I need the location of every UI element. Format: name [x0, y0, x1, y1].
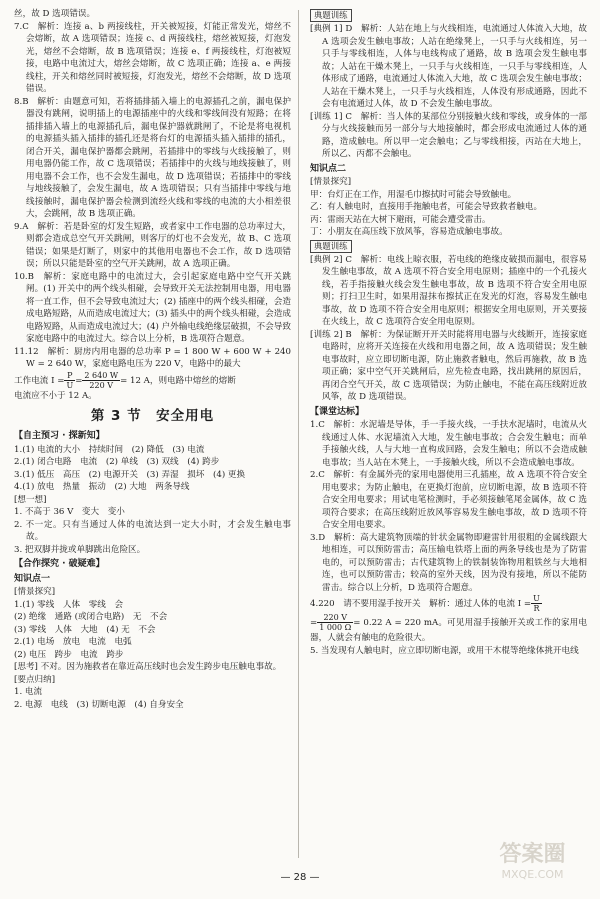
text-line: 乙：有人触电时，直接用手拖触电者，可能会导致救者触电。 — [310, 202, 543, 212]
fraction-denominator: 1 000 Ω — [319, 623, 352, 632]
answer-item: [典例 1] D 解析：人站在地上与火线相连，电流通过人体流入大地，故 A 选项会发生触电事故；人站在绝缘凳上，一只手与火线相连，另一只手与零线相连，人体与电线构成了通路，故 B 选项会发生触电事故；人站在干燥木凳上，一只手与火线相连，一只手与零线相连，人体形成了通路，电流通过人体流入大地，故 C 选项会发生触电事故；人站在干燥木凳上，一只手与火线相连，人体没有形成通路，因此不会有电流通过人体，故 D 不会发生触电事故。 — [310, 24, 587, 109]
text-line: 1.(1) 零线 人体 零线 会 — [14, 599, 124, 610]
text-line: 2.(1) 电场 放电 电流 电弧 — [14, 637, 132, 647]
fraction — [317, 613, 353, 632]
section-heading: 【合作探究 · 破疑难】 — [14, 559, 105, 569]
answer-item: [训练 1] C 解析：当人体的某部位分别接触火线和零线，或身体的一部分与火线接触而另一部分与大地接触时，都会形成电流通过人体的通路，造成触电。所以甲一定会触电；乙与零线相接，丙站在大地上，所以乙、丙都不会触电。 — [310, 111, 587, 159]
answer-item: 3.D 解析：高大建筑物顶端的针状金属物即避雷针用很粗的金属线跟大地相连，可以预防雷击；高压输电铁塔上面的两条导线也是为了防雷电的，可以预防雷击；古代建筑物上的铁制装饰物用粗铁丝与大地相连，也可以预防雷击；较高的室外天线，因为没有接地，所以不能防雷击。综合以上分析，D 选项符合题意。 — [310, 532, 587, 593]
formula-line — [310, 613, 587, 645]
answer-item: [思考] 不对。因为施救者在靠近高压线时也会发生跨步电压触电事故。 — [14, 662, 282, 672]
text-line: 电流应不小于 12 A。 — [14, 390, 97, 401]
text-line: 3. 把双脚并拢或单脚跳出危险区。 — [14, 544, 146, 555]
answer-item: 9.A 解析：若是卧室的灯发生短路，或者家中工作电器的总功率过大，则都会造成总空气开关跳闸，则客厅的灯也不会发光，故 B、C 选项错误；如果是灯断了，则家中的其他用电器也不会工作，故 D 选项错误；所以只能是卧室的空气开关跳闸，故 A 选项正确。 — [14, 221, 291, 269]
page-number-value: 28 — [293, 872, 307, 883]
formula-text: = 0.22 A = 220 mA。可见用湿手接触开关或工作的家用电器，人就会有触电的危险很大。 — [310, 618, 587, 643]
answer-item: 2.C 解析：有金属外壳的家用电器使用三孔插座，故 A 选项不符合安全用电要求；为防止触电，在更换灯泡前，应切断电源，故 B 选项不符合安全用电要求；用试电笔检测时，手必须接触笔尾金属体，故 C 选项符合要求；在高压线附近放风筝容易发生触电事故，故 D 选项不符合安全用电要求。 — [310, 470, 587, 530]
answer-item: [训练 2] B 解析：为保证断开开关时能将用电器与火线断开，连接家庭电路时，应将开关连接在火线和用电器之间，故 A 选项错误；发生触电事故时，应立即切断电源，防止施救者触电，然后再施救，故 B 选项正确；家中空气开关跳闸后，应先检查电路，找出跳闸的原因后，再闭合空气开关，故 C 选项错误；为防止触电，不能在高压线附近放风筝，故 D 选项错误。 — [310, 329, 587, 402]
text-line: 丝，故 D 选项错误。 — [14, 9, 96, 19]
fraction — [82, 371, 120, 390]
section-heading: 知识点二 — [310, 163, 347, 174]
text-line: [要点归纳] — [14, 674, 56, 685]
text-line: 2. 电源 电线 (3) 切断电源 (4) 自身安全 — [14, 699, 184, 710]
section-heading: 知识点一 — [14, 573, 51, 584]
fraction — [64, 371, 75, 390]
answer-item: 5. 当发现有人触电时，应立即切断电源，或用干木棍等绝缘体挑开电线 — [310, 645, 579, 656]
text-line: 3.(1) 低压 高压 (2) 电源开关 (3) 弄湿 损坏 (4) 更换 — [14, 469, 246, 480]
right-column — [310, 8, 587, 657]
text-line: 1.(1) 电流的大小 持续时间 (2) 降低 (3) 电流 — [14, 444, 205, 455]
left-column — [14, 8, 291, 711]
boxed-label-row — [310, 239, 587, 254]
answer-item: 1.C 解析：水泥墙是导体，手一手接火线，一手扶水泥墙时，电流从火线通过人体、水泥墙流入大地，发生触电事故；合会发生触电；而单手接触火线，人与大地一直构成回路，会发生触电；所以不会造成触电事故；当人站在木凳上，一手接触火线，所以不会造成触电事故。 — [310, 420, 587, 468]
formula-text: = — [75, 375, 83, 386]
text-line: 丙：雷雨天站在大树下避雨，可能会遭受雷击。 — [310, 214, 491, 225]
formula-line — [14, 371, 291, 390]
fraction-numerator: 220 V — [317, 613, 353, 623]
watermark-logo — [470, 842, 595, 894]
section-heading: 【自主预习 · 探新知】 — [14, 431, 105, 441]
fraction-denominator: 220 V — [89, 380, 114, 390]
text-line: 丁：小朋友在高压线下放风筝，容易造成触电事故。 — [310, 227, 508, 237]
watermark-text: 答案圈 — [499, 842, 566, 867]
answer-item: 11.12 解析：厨房内用电器的总功率 P = 1 800 W + 600 W + 240 W = 2 640 W，家庭电路电压为 220 V，电路中的最大 — [14, 346, 291, 369]
answer-item: [典例 2] C 解析：电线上晾衣服，若电线的绝缘皮破损而漏电，很容易发生触电事故，故 A 选项不符合安全用电原则；插座中的一个孔接火线，若手指接触火线会发生触电事故，故 B 选项不符合安全用电原则；打扫卫生时，如果用湿抹布擦拭正在发光的灯泡，容易发生触电事故，故 D 选项不符合安全用电原则；根据安全用电原则，开关要接在火线上，故 C 选项符合安全用电原则。 — [310, 254, 587, 327]
watermark-url: MXQE.COM — [501, 868, 564, 881]
section-title: 第 3 节 安全用电 — [90, 408, 215, 424]
fraction — [531, 594, 542, 613]
text-line: (2) 电压 跨步 电流 跨步 — [14, 649, 124, 660]
text-line: [情景探究] — [14, 587, 56, 597]
text-line: 1. 电流 — [14, 687, 43, 697]
answer-item: 2. 不一定。只有当通过人体的电流达到一定大小时，才会发生触电事故。 — [14, 519, 291, 542]
formula-text: 工作电流 I = — [14, 375, 65, 386]
column-divider — [298, 10, 299, 858]
boxed-label-row — [310, 8, 587, 23]
formula-text: = 12 A，则电路中熔丝的熔断 — [120, 375, 236, 386]
formula-text: 4.220 请不要用湿手按开关 解析：通过人体的电流 I = — [310, 599, 532, 609]
text-line: 4.(1) 放电 热量 振动 (2) 大地 两条导线 — [14, 482, 190, 492]
text-line: [想一想] — [14, 494, 47, 505]
fraction-denominator: U — [66, 380, 74, 390]
answer-item: 8.B 解析：由题意可知，若将插排插入墙上的电源插孔之前，漏电保护器没有跳闸，说明插上的电源插座中的火线和零线间没有短路；在将插排插入墙上的电源插孔后，漏电保护器就跳闸了，不论是将电视机的电源插头插入插排的插孔还是将台灯的电源插头插入插排的插孔，闭合开关，漏电保护器都会跳闸，若插排中的零线与火线接触了，则用电器仍能工作，故 C 选项错误；若插排中的火线与地线接触了，则用电器不会工作，也不会发生漏电，故 D 选项错误；若插排中的零线与地线接触了，会发生漏电，故 A 选项错误；只有当插排中零线与地线接触时，漏电保护器会检测到流经火线和零线的电流的大小相差很大，会跳闸，故 B 选项正确。 — [14, 96, 291, 219]
text-line: (3) 零线 人体 大地 (4) 无 不会 — [14, 624, 156, 635]
answer-item: 10.B 解析：家庭电路中的电流过大，会引起家庭电路中空气开关跳闸。(1) 开关中的两个线头相碰，会导致开关无法控制用电器，用电器将一直工作，但不会导致电流过大；(2) 插座中的两个线头相碰，会造成电路短路，从而造成电流过大；(3) 插头中的两个线头相碰，会造成电路短路，从而造成电流过大；(4) 户外输电线绝缘层破损，不会导致家庭电路中的电流过大。综合以上分析，B 选项符合题意。 — [14, 271, 291, 344]
text-line: 甲：台灯正在工作，用湿毛巾擦拭时可能会导致触电。 — [310, 189, 517, 200]
boxed-label: 典题训练 — [310, 240, 352, 253]
section-heading: 【课堂达标】 — [310, 406, 365, 417]
page-number: — 28 — — [280, 872, 320, 883]
formula-text: = — [310, 618, 318, 628]
fraction-denominator: R — [533, 604, 540, 613]
text-line: (2) 绝缘 通路 (或闭合电路) 无 不会 — [14, 612, 168, 622]
boxed-label: 典题训练 — [310, 9, 352, 22]
fraction-numerator: P — [64, 371, 75, 381]
text-line: [情景探究] — [310, 177, 352, 187]
fraction-numerator: 2 640 W — [84, 370, 119, 380]
answer-item: 7.C 解析：连接 a、b 两接线柱，开关被短接，灯能正常发光，熔丝不会熔断，故 A 选项错误；连接 c、d 两接线柱，熔丝被短接，灯泡发光，熔丝不会熔断，故 B 选项错误；连接 e、f 两接线柱，灯泡被短接，电路中电流过大，熔丝会熔断，故 C 选项正确；连接 a、e 两接线柱，开关和熔丝同时被短接，灯泡发光，熔丝不会熔断，故 D 选项错误。 — [14, 21, 291, 94]
text-line: 2.(1) 闭合电路 电流 (2) 单线 (3) 双线 (4) 跨步 — [14, 457, 220, 467]
fraction-numerator: U — [533, 594, 540, 603]
text-line: 1. 不高于 36 V 变大 变小 — [14, 507, 125, 517]
formula-line — [310, 594, 587, 613]
